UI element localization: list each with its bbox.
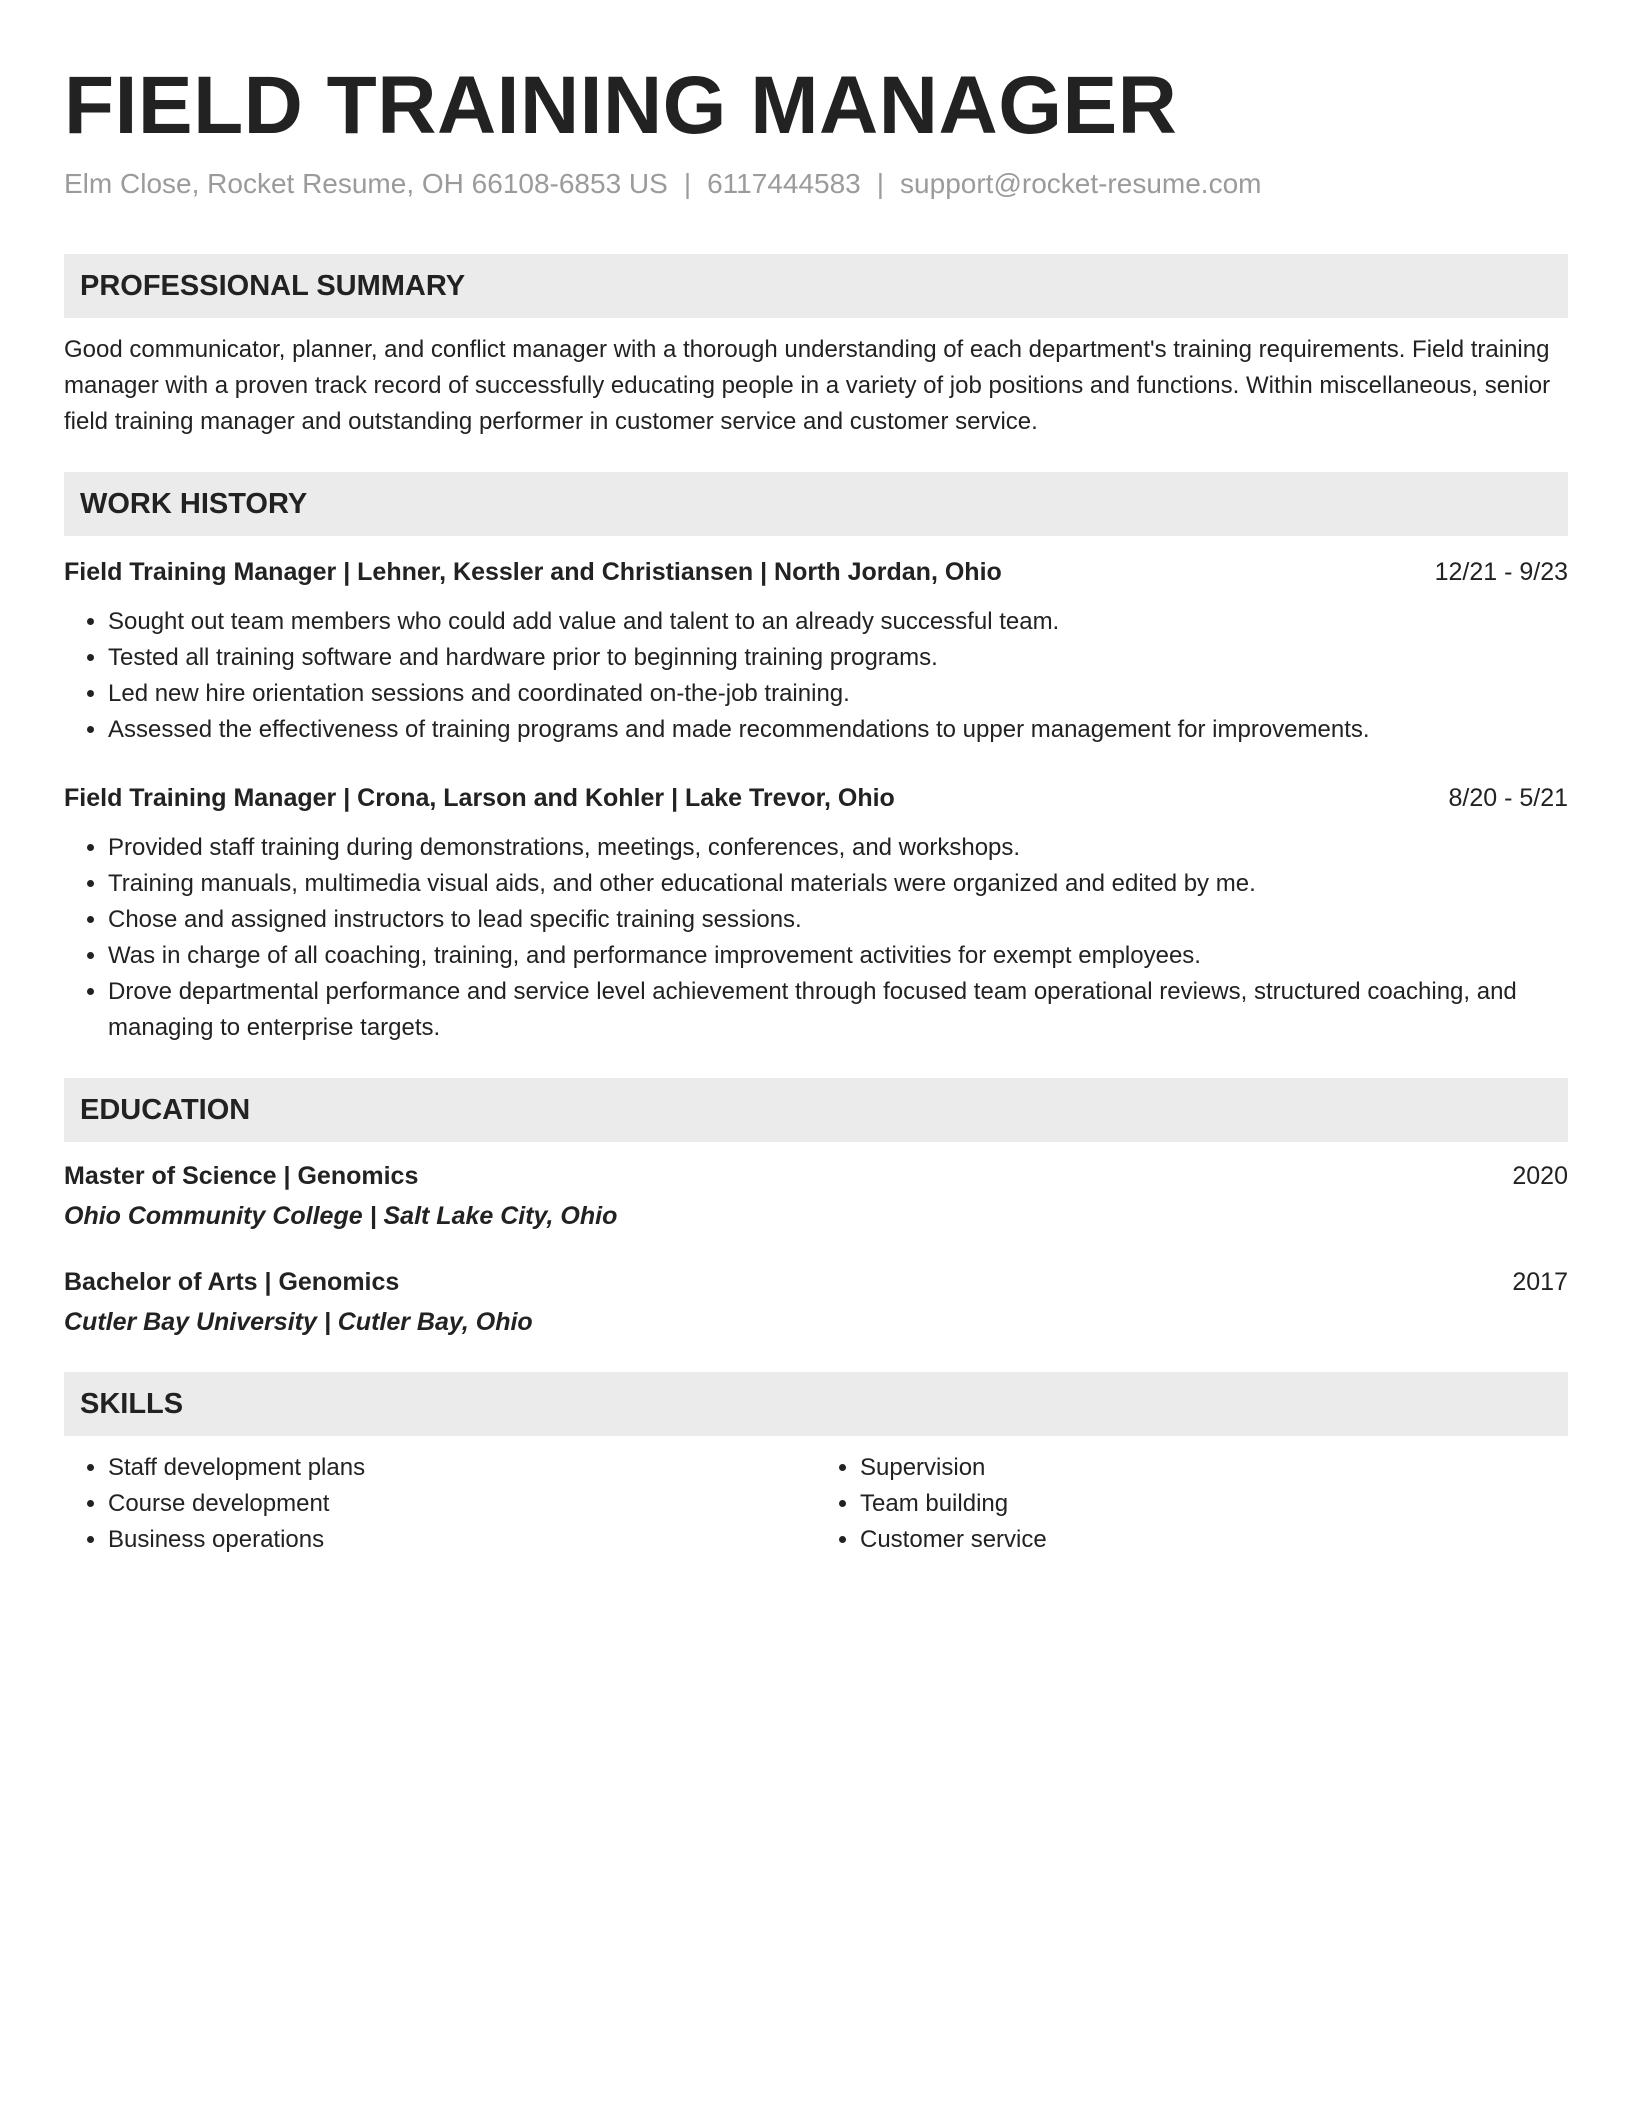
job-heading: Field Training Manager | Lehner, Kessler and Christiansen | North Jordan, Ohio — [64, 558, 1002, 586]
edu-year: 2020 — [1512, 1162, 1568, 1190]
edu-school: Cutler Bay University | Cutler Bay, Ohio — [64, 1308, 533, 1336]
skills-column-left — [64, 1450, 816, 1558]
job-heading: Field Training Manager | Crona, Larson and Kohler | Lake Trevor, Ohio — [64, 784, 895, 812]
education-entry — [64, 1264, 1568, 1340]
edu-year: 2017 — [1512, 1268, 1568, 1296]
skill-item: • Staff development plans — [108, 1450, 816, 1486]
edu-school: Ohio Community College | Salt Lake City, Ohio — [64, 1202, 618, 1230]
skills-list — [64, 1450, 1568, 1558]
edu-degree: Master of Science | Genomics — [64, 1162, 419, 1190]
skill-item: • Supervision — [860, 1450, 1568, 1486]
job-entry — [64, 780, 1568, 1046]
section-header-skills: SKILLS — [64, 1372, 1568, 1436]
section-header-education: EDUCATION — [64, 1078, 1568, 1142]
job-duty: • Tested all training software and hardware prior to beginning training programs. — [108, 640, 1568, 676]
job-duty: • Led new hire orientation sessions and coordinated on-the-job training. — [108, 676, 1568, 712]
contact-email: support@rocket-resume.com — [900, 168, 1262, 199]
edu-degree: Bachelor of Arts | Genomics — [64, 1268, 400, 1296]
contact-separator: | — [683, 168, 692, 199]
skill-item: • Course development — [108, 1486, 816, 1522]
contact-phone: 6117444583 — [707, 168, 861, 199]
contact-separator: | — [876, 168, 885, 199]
skills-column-right — [816, 1450, 1568, 1558]
contact-line — [64, 164, 1568, 204]
job-duties — [64, 830, 1568, 1046]
job-duty: • Chose and assigned instructors to lead specific training sessions. — [108, 902, 1568, 938]
skill-item: • Business operations — [108, 1522, 816, 1558]
job-duty: • Provided staff training during demonstrations, meetings, conferences, and workshops. — [108, 830, 1568, 866]
job-duty: • Training manuals, multimedia visual aids, and other educational materials were organized and edited by me. — [108, 866, 1568, 902]
job-dates: 12/21 - 9/23 — [1434, 558, 1568, 586]
job-duty: • Drove departmental performance and service level achievement through focused team operational reviews, structured coaching, and managing to enterprise targets. — [108, 974, 1568, 1046]
job-duties — [64, 604, 1568, 748]
contact-address: Elm Close, Rocket Resume, OH 66108-6853 US — [64, 168, 668, 199]
summary-text: Good communicator, planner, and conflict manager with a thorough understanding of each department's training requirements. Field training manager with a proven track record of successfully educating people in a variety of job positions and functions. Within miscellaneous, senior field training manager and outstanding performer in customer service and customer service. — [64, 336, 1551, 435]
section-header-summary: PROFESSIONAL SUMMARY — [64, 254, 1568, 318]
section-header-work-history: WORK HISTORY — [64, 472, 1568, 536]
education-entry — [64, 1158, 1568, 1234]
resume-page — [64, 0, 1568, 1558]
job-dates: 8/20 - 5/21 — [1448, 784, 1568, 812]
skill-item: • Customer service — [860, 1522, 1568, 1558]
job-duty: • Sought out team members who could add value and talent to an already successful team. — [108, 604, 1568, 640]
job-duty: • Assessed the effectiveness of training programs and made recommendations to upper management for improvements. — [108, 712, 1568, 748]
job-entry — [64, 554, 1568, 748]
job-duty: • Was in charge of all coaching, training, and performance improvement activities for exempt employees. — [108, 938, 1568, 974]
skill-item: • Team building — [860, 1486, 1568, 1522]
candidate-name: FIELD TRAINING MANAGER — [64, 60, 1178, 151]
